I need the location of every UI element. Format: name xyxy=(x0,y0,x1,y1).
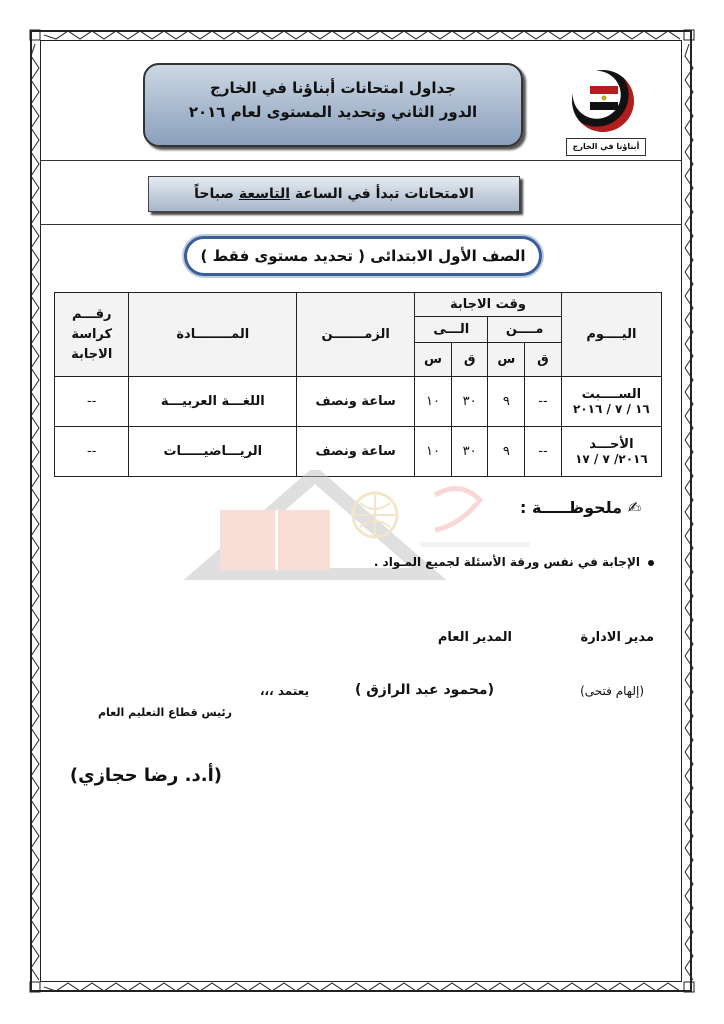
sector-head-name: (أ.د. رضا حجازي) xyxy=(69,765,222,786)
cell-from-q: -- xyxy=(525,427,562,477)
flag-icon xyxy=(590,86,618,110)
general-manager-name: (محمود عبد الرازق ) xyxy=(354,682,494,698)
grade-title: الصف الأول الابتدائى ( تحديد مستوى فقط ) xyxy=(184,236,542,276)
bullet-icon xyxy=(648,560,654,566)
header-to-s: س xyxy=(415,343,452,377)
banner-text-before: الامتحانات تبدأ في الساعة xyxy=(290,186,474,202)
header-from-q: ق xyxy=(525,343,562,377)
cell-subject: اللغـــة العربيـــة xyxy=(129,377,297,427)
ministry-logo xyxy=(566,70,644,154)
pen-icon: ✍ xyxy=(627,498,642,517)
cell-day xyxy=(561,427,661,477)
cell-to-q: ٣٠ xyxy=(451,377,488,427)
notes-title xyxy=(520,498,641,517)
cell-to-s: ١٠ xyxy=(415,427,452,477)
day-date: ١٦ / ٧ / ٢٠١٦ xyxy=(572,402,650,416)
cell-to-s: ١٠ xyxy=(415,377,452,427)
header-to: الـــى xyxy=(415,317,488,343)
cell-duration: ساعة ونصف xyxy=(297,377,415,427)
notes-item-text: الإجابة في نفس ورقة الأسئلة لجميع المـواد . xyxy=(373,555,640,569)
table-row xyxy=(55,377,662,427)
cell-subject: الريـــاضيـــــات xyxy=(129,427,297,477)
admin-name: (إلهام فتحى) xyxy=(580,684,644,698)
header-from-s: س xyxy=(488,343,525,377)
header-from: مــــن xyxy=(488,317,561,343)
notes-title-text: ملحوظـــــة : xyxy=(520,498,623,517)
general-manager-title: المدير العام xyxy=(437,630,512,645)
header-booklet: رقـــم كراسة الاجابة xyxy=(55,293,129,377)
header-title-line1: جداول امتحانات أبناؤنا في الخارج xyxy=(210,79,456,97)
cell-duration: ساعة ونصف xyxy=(297,427,415,477)
header-subject: المــــــــادة xyxy=(129,293,297,377)
header-duration: الزمـــــــن xyxy=(297,293,415,377)
banner-text-after: صباحاً xyxy=(194,186,239,202)
divider-top xyxy=(40,160,682,161)
table-row xyxy=(55,427,662,477)
start-time-banner xyxy=(148,176,520,212)
cell-booklet: -- xyxy=(55,377,129,427)
day-date: ٢٠١٦/ ٧ / ١٧ xyxy=(575,452,648,466)
header-title-line2: الدور الثاني وتحديد المستوى لعام ٢٠١٦ xyxy=(188,103,478,121)
day-name: الســــبت xyxy=(581,387,642,402)
divider-middle xyxy=(40,224,682,225)
header-to-q: ق xyxy=(451,343,488,377)
approval-text: يعتمد ،،، xyxy=(259,684,309,698)
cell-from-s: ٩ xyxy=(488,427,525,477)
notes-item xyxy=(374,555,654,569)
admin-title: مدير الادارة xyxy=(580,630,654,645)
header-day: اليــــوم xyxy=(561,293,661,377)
logo-caption: أبناؤنا في الخارج xyxy=(566,138,646,156)
exam-schedule-table xyxy=(54,292,662,477)
cell-booklet: -- xyxy=(55,427,129,477)
cell-from-s: ٩ xyxy=(488,377,525,427)
sector-head-title: رئيس قطاع التعليم العام xyxy=(97,706,232,719)
header-answer-time: وقت الاجابة xyxy=(415,293,562,317)
header-title-box xyxy=(143,63,523,147)
day-name: الأحـــد xyxy=(589,437,634,452)
cell-day xyxy=(561,377,661,427)
banner-text-emphasis: التاسعة xyxy=(238,186,291,202)
cell-from-q: -- xyxy=(525,377,562,427)
cell-to-q: ٣٠ xyxy=(451,427,488,477)
